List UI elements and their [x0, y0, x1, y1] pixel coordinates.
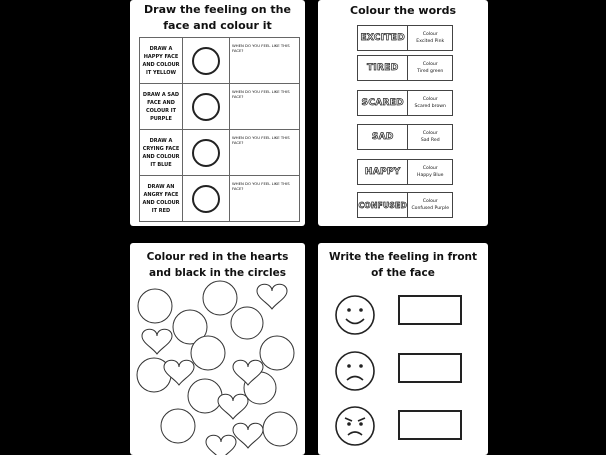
feelings-table: [139, 37, 300, 222]
word-row: [357, 90, 453, 116]
heart-shape[interactable]: [142, 329, 172, 354]
colour-instruction: [408, 25, 453, 51]
word-row: [357, 124, 453, 150]
face-cell: [183, 130, 230, 175]
outlined-word[interactable]: HAPPY: [357, 159, 408, 185]
colour-label: Colour: [422, 131, 438, 136]
colour-label: Colour: [422, 32, 438, 37]
worksheet-colour-words: [318, 0, 488, 226]
colour-instruction: [408, 55, 453, 81]
colour-instruction: [408, 192, 453, 218]
colour-instruction: [408, 90, 453, 116]
circle-shape[interactable]: [263, 412, 297, 446]
colour-instruction: [408, 124, 453, 150]
face-cell: [183, 176, 230, 221]
outlined-word[interactable]: SCARED: [357, 90, 408, 116]
page-title: Draw the feeling on the face and colour it: [144, 3, 291, 32]
colour-label: Colour: [422, 97, 438, 102]
colour-label: Colour: [422, 62, 438, 67]
table-row: [140, 38, 299, 83]
circle-shape[interactable]: [203, 281, 237, 315]
word-row: [357, 159, 453, 185]
colour-detail: Scared brown: [414, 104, 446, 109]
heart-shape[interactable]: [233, 423, 263, 448]
page-title: Colour the words: [350, 4, 456, 17]
instruction-cell: DRAW A HAPPY FACE AND COLOUR IT YELLOW: [140, 38, 183, 83]
blank-face-circle[interactable]: [192, 47, 220, 75]
question-cell[interactable]: WHEN DO YOU FEEL LIKE THIS FACE?: [232, 43, 290, 53]
instruction-cell: DRAW A SAD FACE AND COLOUR IT PURPLE: [140, 84, 183, 129]
table-row: [140, 83, 299, 129]
face-cell: [183, 84, 230, 129]
circle-shape[interactable]: [191, 336, 225, 370]
shapes-canvas: [130, 243, 305, 455]
outlined-word[interactable]: EXCITED: [357, 25, 408, 51]
blank-face-circle[interactable]: [192, 93, 220, 121]
colour-label: Colour: [422, 199, 438, 204]
question-cell[interactable]: WHEN DO YOU FEEL LIKE THIS FACE?: [232, 89, 290, 99]
colour-detail: Tired green: [417, 69, 444, 74]
heart-shape[interactable]: [218, 394, 248, 419]
colour-detail: Excited Pink: [416, 39, 445, 44]
instruction-cell: DRAW AN ANGRY FACE AND COLOUR IT RED: [140, 176, 183, 221]
blank-face-circle[interactable]: [192, 139, 220, 167]
table-row: [140, 129, 299, 175]
answer-box[interactable]: [398, 410, 462, 440]
sad-face-icon: [336, 352, 374, 390]
answer-box[interactable]: [398, 295, 462, 325]
heart-shape[interactable]: [206, 435, 236, 455]
answer-box[interactable]: [398, 353, 462, 383]
heart-shape[interactable]: [257, 284, 287, 309]
colour-detail: Confused Purple: [411, 206, 450, 211]
worksheet-hearts-circles: [130, 243, 305, 455]
page-title: Write the feeling in front of the face: [328, 251, 478, 279]
word-row: [357, 192, 453, 218]
blank-face-circle[interactable]: [192, 185, 220, 213]
happy-face-icon: [336, 296, 374, 334]
colour-detail: Happy Blue: [417, 173, 444, 178]
outlined-word[interactable]: SAD: [357, 124, 408, 150]
circle-shape[interactable]: [231, 307, 263, 339]
circle-shape[interactable]: [188, 379, 222, 413]
worksheet-draw-feelings: [130, 0, 305, 226]
word-row: [357, 55, 453, 81]
colour-label: Colour: [422, 166, 438, 171]
colour-instruction: [408, 159, 453, 185]
outlined-word[interactable]: TIRED: [357, 55, 408, 81]
angry-face-icon: [336, 407, 374, 445]
page-title: Colour red in the hearts and black in the circles: [146, 251, 289, 279]
circle-shape[interactable]: [161, 409, 195, 443]
circle-shape[interactable]: [260, 336, 294, 370]
word-row: [357, 25, 453, 51]
instruction-cell: DRAW A CRYING FACE AND COLOUR IT BLUE: [140, 130, 183, 175]
question-cell[interactable]: WHEN DO YOU FEEL LIKE THIS FACE?: [232, 181, 290, 191]
circle-shape[interactable]: [138, 289, 172, 323]
outlined-word[interactable]: CONFUSED: [357, 192, 408, 218]
worksheet-write-feeling: [318, 243, 488, 455]
face-cell: [183, 38, 230, 83]
question-cell[interactable]: WHEN DO YOU FEEL LIKE THIS FACE?: [232, 135, 290, 145]
table-row: [140, 175, 299, 221]
colour-detail: Sad Red: [420, 138, 440, 143]
